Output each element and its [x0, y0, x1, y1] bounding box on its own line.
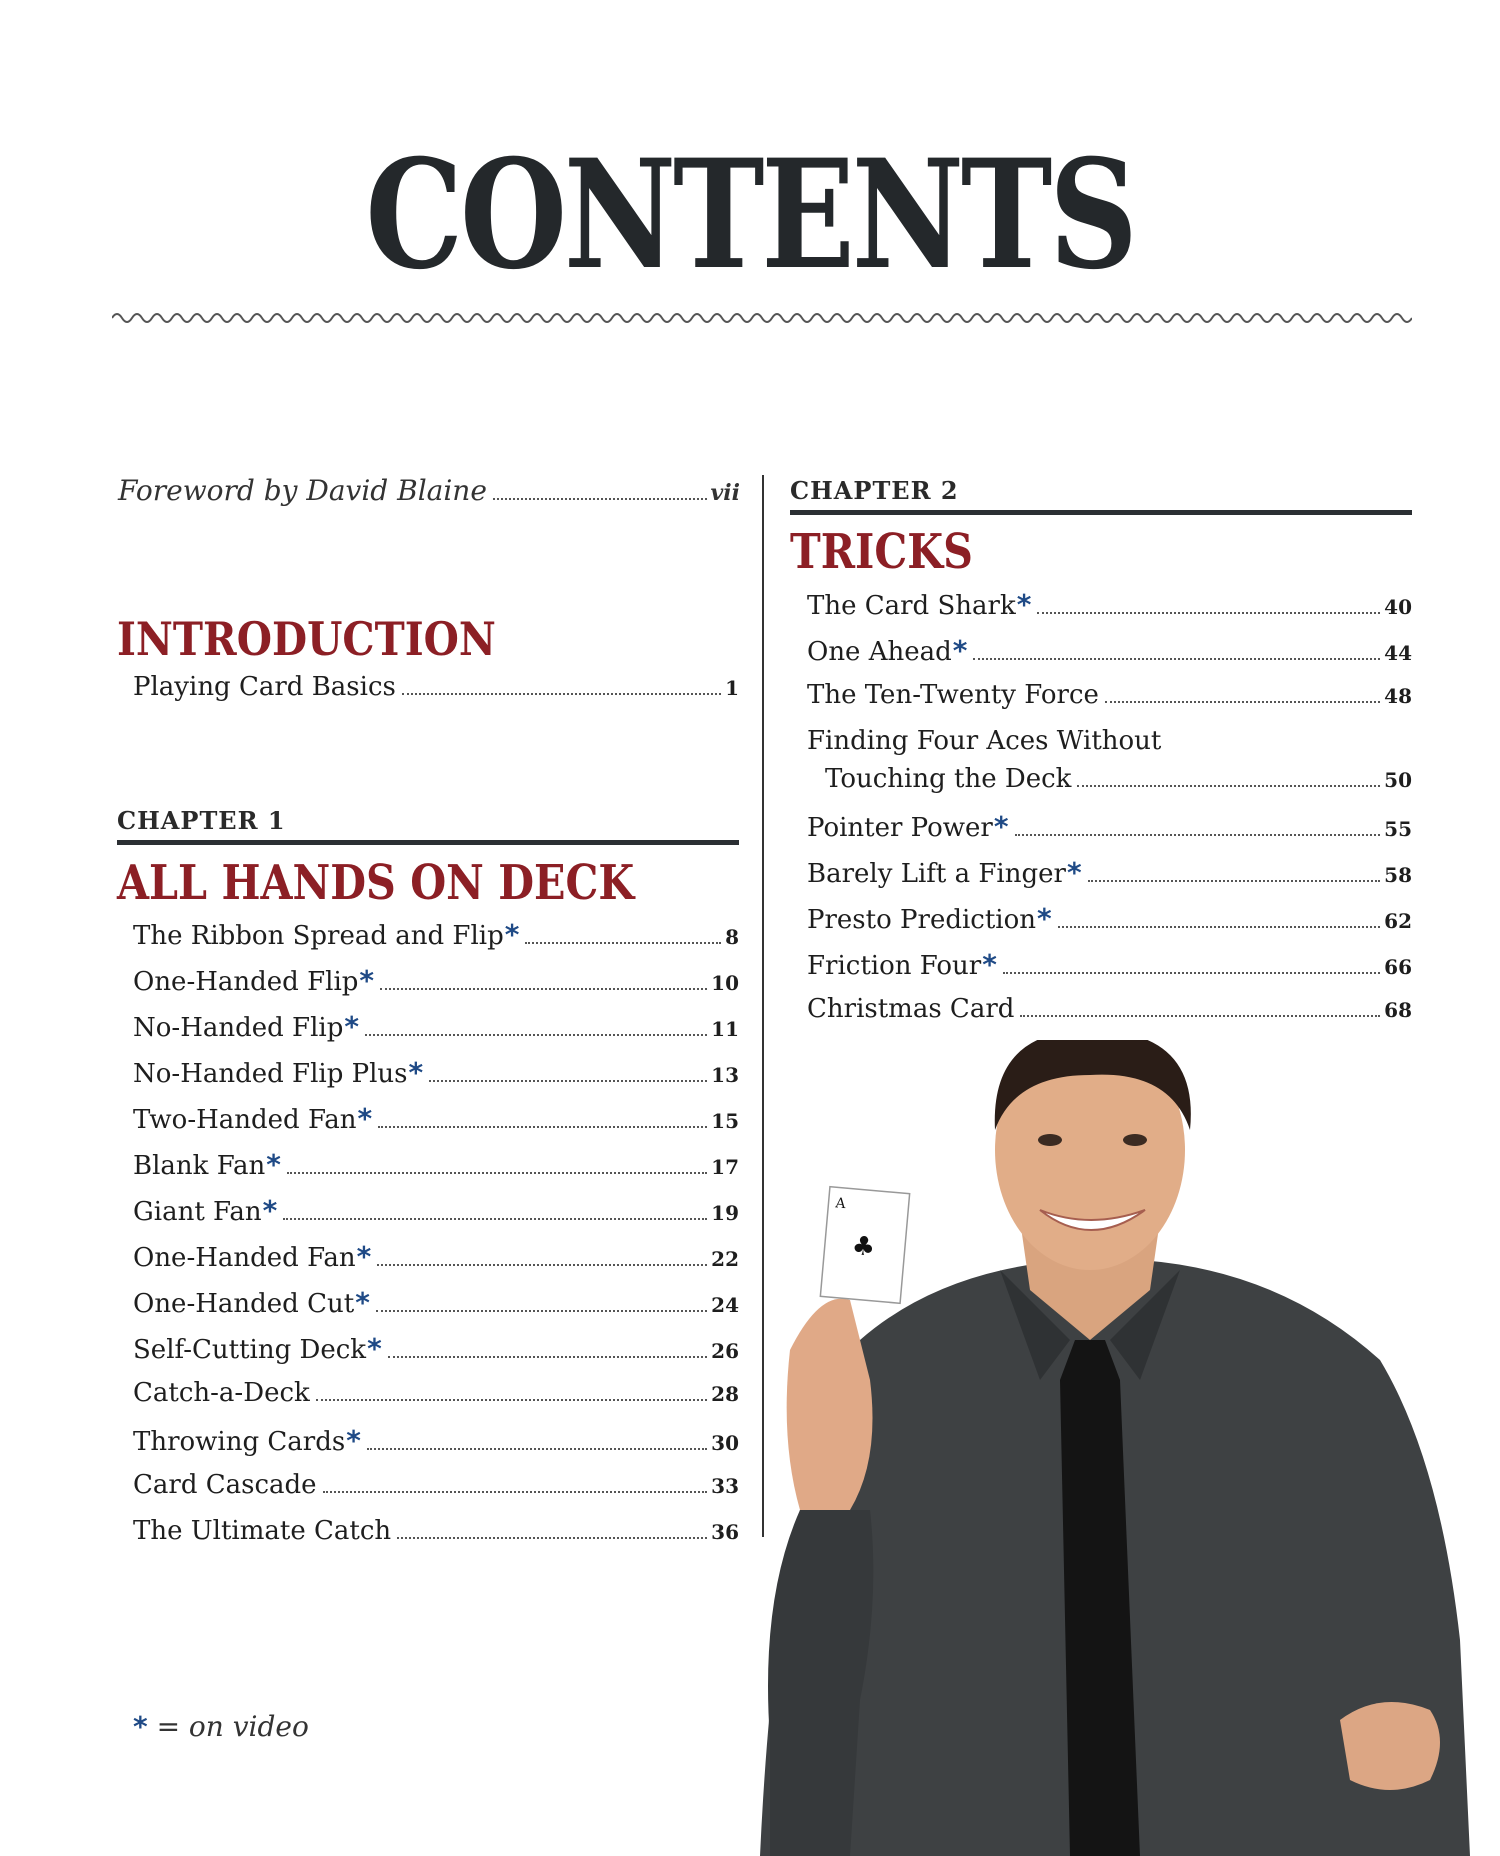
- video-star-icon: *: [344, 1010, 360, 1043]
- video-legend: [133, 1710, 309, 1743]
- leader-dots: [1058, 926, 1380, 928]
- video-star-icon: *: [266, 1148, 281, 1181]
- entry-page: 28: [711, 1382, 739, 1406]
- video-star-icon: *: [982, 948, 997, 981]
- leader-dots: [1105, 701, 1380, 703]
- entry-page: 44: [1384, 641, 1412, 665]
- entry-title: No-Handed Flip: [133, 1013, 344, 1043]
- entry-page: 68: [1384, 998, 1412, 1022]
- entry-page: 36: [711, 1520, 739, 1544]
- entry-title: Giant Fan: [133, 1197, 262, 1227]
- entry-title: The Ribbon Spread and Flip: [133, 921, 504, 951]
- entry-page: 55: [1384, 817, 1412, 841]
- leader-dots: [1088, 880, 1381, 882]
- entry-page: 48: [1384, 684, 1412, 708]
- entry-page: 58: [1384, 863, 1412, 887]
- entry-page: 10: [711, 971, 739, 995]
- card-rank: A: [834, 1195, 847, 1213]
- entry-page: 17: [711, 1155, 739, 1179]
- toc-entry[interactable]: [133, 1470, 739, 1500]
- toc-entry[interactable]: [133, 1378, 739, 1408]
- entry-title: One-Handed Fan: [133, 1243, 356, 1273]
- video-star-icon: *: [504, 918, 520, 951]
- leader-dots: [1015, 834, 1381, 836]
- playing-card: [820, 1187, 909, 1304]
- toc-entry[interactable]: [807, 634, 1412, 667]
- entry-page: 66: [1384, 955, 1412, 979]
- entry-page: 40: [1384, 595, 1412, 619]
- leader-dots: [377, 1264, 707, 1266]
- entry-title: No-Handed Flip Plus: [133, 1059, 408, 1089]
- club-icon: ♣: [850, 1230, 877, 1263]
- entry-title: Playing Card Basics: [133, 672, 396, 702]
- entry-page: 30: [711, 1431, 739, 1455]
- leader-dots: [365, 1034, 707, 1036]
- toc-entry[interactable]: [807, 588, 1412, 621]
- chapter1-rule: [117, 840, 739, 845]
- entry-title: Touching the Deck: [825, 764, 1072, 794]
- entry-page: 62: [1384, 909, 1412, 933]
- leader-dots: [1077, 785, 1380, 787]
- entry-title: Catch-a-Deck: [133, 1378, 310, 1408]
- toc-entry[interactable]: [133, 1194, 739, 1227]
- foreword-title: Foreword by David Blaine: [118, 474, 487, 507]
- introduction-heading: INTRODUCTION: [117, 612, 496, 666]
- video-star-icon: *: [133, 1710, 148, 1743]
- entry-title-line1[interactable]: Finding Four Aces Without: [807, 726, 1162, 756]
- toc-entry[interactable]: [133, 964, 739, 997]
- leader-dots: [376, 1310, 707, 1312]
- leader-dots: [323, 1491, 708, 1493]
- entry-page: 19: [711, 1201, 739, 1225]
- toc-entry[interactable]: [807, 856, 1412, 889]
- entry-title: Pointer Power: [807, 813, 993, 843]
- leader-dots: [429, 1080, 707, 1082]
- entry-title: One Ahead: [807, 637, 952, 667]
- wavy-divider: [112, 308, 1412, 328]
- entry-title: Self-Cutting Deck: [133, 1335, 367, 1365]
- entry-title: The Ultimate Catch: [133, 1516, 392, 1546]
- leader-dots: [367, 1448, 707, 1450]
- video-star-icon: *: [355, 1286, 370, 1319]
- entry-page: 8: [725, 925, 739, 949]
- toc-entry[interactable]: [133, 1010, 739, 1043]
- leader-dots: [397, 1537, 707, 1539]
- video-star-icon: *: [952, 634, 968, 667]
- leader-dots: [1003, 972, 1380, 974]
- video-star-icon: *: [993, 810, 1009, 843]
- entry-title: Two-Handed Fan: [133, 1105, 357, 1135]
- entry-page: 33: [711, 1474, 739, 1498]
- video-star-icon: *: [359, 964, 375, 997]
- legend-text: = on video: [156, 1710, 309, 1743]
- toc-entry[interactable]: [133, 1102, 739, 1135]
- video-star-icon: *: [356, 1240, 372, 1273]
- leader-dots: [493, 498, 707, 500]
- toc-entry[interactable]: [133, 1332, 739, 1365]
- toc-entry[interactable]: [807, 994, 1412, 1024]
- entry-title: Friction Four: [807, 951, 982, 981]
- entry-title: The Ten-Twenty Force: [807, 680, 1099, 710]
- entry-title: Blank Fan: [133, 1151, 266, 1181]
- leader-dots: [402, 693, 721, 695]
- toc-entry[interactable]: [133, 672, 739, 702]
- leader-dots: [316, 1399, 707, 1401]
- foreword-entry[interactable]: [118, 474, 740, 507]
- leader-dots: [1020, 1015, 1380, 1017]
- chapter1-heading: ALL HANDS ON DECK: [117, 855, 635, 911]
- entry-title: Card Cascade: [133, 1470, 317, 1500]
- entry-title: One-Handed Cut: [133, 1289, 355, 1319]
- entry-title: The Card Shark: [807, 591, 1016, 621]
- magician-photo: [740, 1040, 1470, 1856]
- video-star-icon: *: [357, 1102, 373, 1135]
- entry-page: 22: [711, 1247, 739, 1271]
- video-star-icon: *: [408, 1056, 424, 1089]
- video-star-icon: *: [346, 1424, 361, 1457]
- chapter2-heading: TRICKS: [790, 524, 973, 580]
- leader-dots: [525, 942, 721, 944]
- page-title: CONTENTS: [365, 127, 1135, 303]
- entry-title: Christmas Card: [807, 994, 1015, 1024]
- leader-dots: [378, 1126, 707, 1128]
- toc-entry[interactable]: [133, 1148, 739, 1181]
- foreword-page: vii: [710, 480, 740, 506]
- toc-entry[interactable]: [807, 902, 1412, 935]
- entry-page: 15: [711, 1109, 739, 1133]
- chapter2-rule: [790, 510, 1412, 515]
- entry-page: 24: [711, 1293, 739, 1317]
- toc-entry[interactable]: [133, 1240, 739, 1273]
- toc-entry[interactable]: [133, 1056, 739, 1089]
- toc-entry[interactable]: [807, 680, 1412, 710]
- toc-entry[interactable]: [807, 810, 1412, 843]
- toc-entry[interactable]: [133, 1516, 739, 1546]
- leader-dots: [1037, 612, 1380, 614]
- video-star-icon: *: [367, 1332, 382, 1365]
- entry-page: 1: [725, 676, 739, 700]
- leader-dots: [283, 1218, 707, 1220]
- chapter1-label: CHAPTER 1: [117, 806, 286, 835]
- video-star-icon: *: [1066, 856, 1082, 889]
- entry-page: 26: [711, 1339, 739, 1363]
- chapter2-label: CHAPTER 2: [790, 476, 959, 505]
- toc-entry[interactable]: [825, 764, 1412, 794]
- toc-entry[interactable]: [133, 918, 739, 951]
- leader-dots: [973, 658, 1380, 660]
- entry-title: Throwing Cards: [133, 1427, 346, 1457]
- video-star-icon: *: [1037, 902, 1052, 935]
- entry-page: 50: [1384, 768, 1412, 792]
- entry-page: 13: [711, 1063, 739, 1087]
- leader-dots: [380, 988, 707, 990]
- toc-entry[interactable]: [133, 1286, 739, 1319]
- toc-entry[interactable]: [807, 948, 1412, 981]
- video-star-icon: *: [1016, 588, 1032, 621]
- leader-dots: [287, 1172, 707, 1174]
- toc-entry[interactable]: [133, 1424, 739, 1457]
- video-star-icon: *: [262, 1194, 278, 1227]
- entry-page: 11: [711, 1017, 739, 1041]
- leader-dots: [388, 1356, 707, 1358]
- entry-title: Barely Lift a Finger: [807, 859, 1066, 889]
- entry-title: One-Handed Flip: [133, 967, 359, 997]
- entry-title: Presto Prediction: [807, 905, 1037, 935]
